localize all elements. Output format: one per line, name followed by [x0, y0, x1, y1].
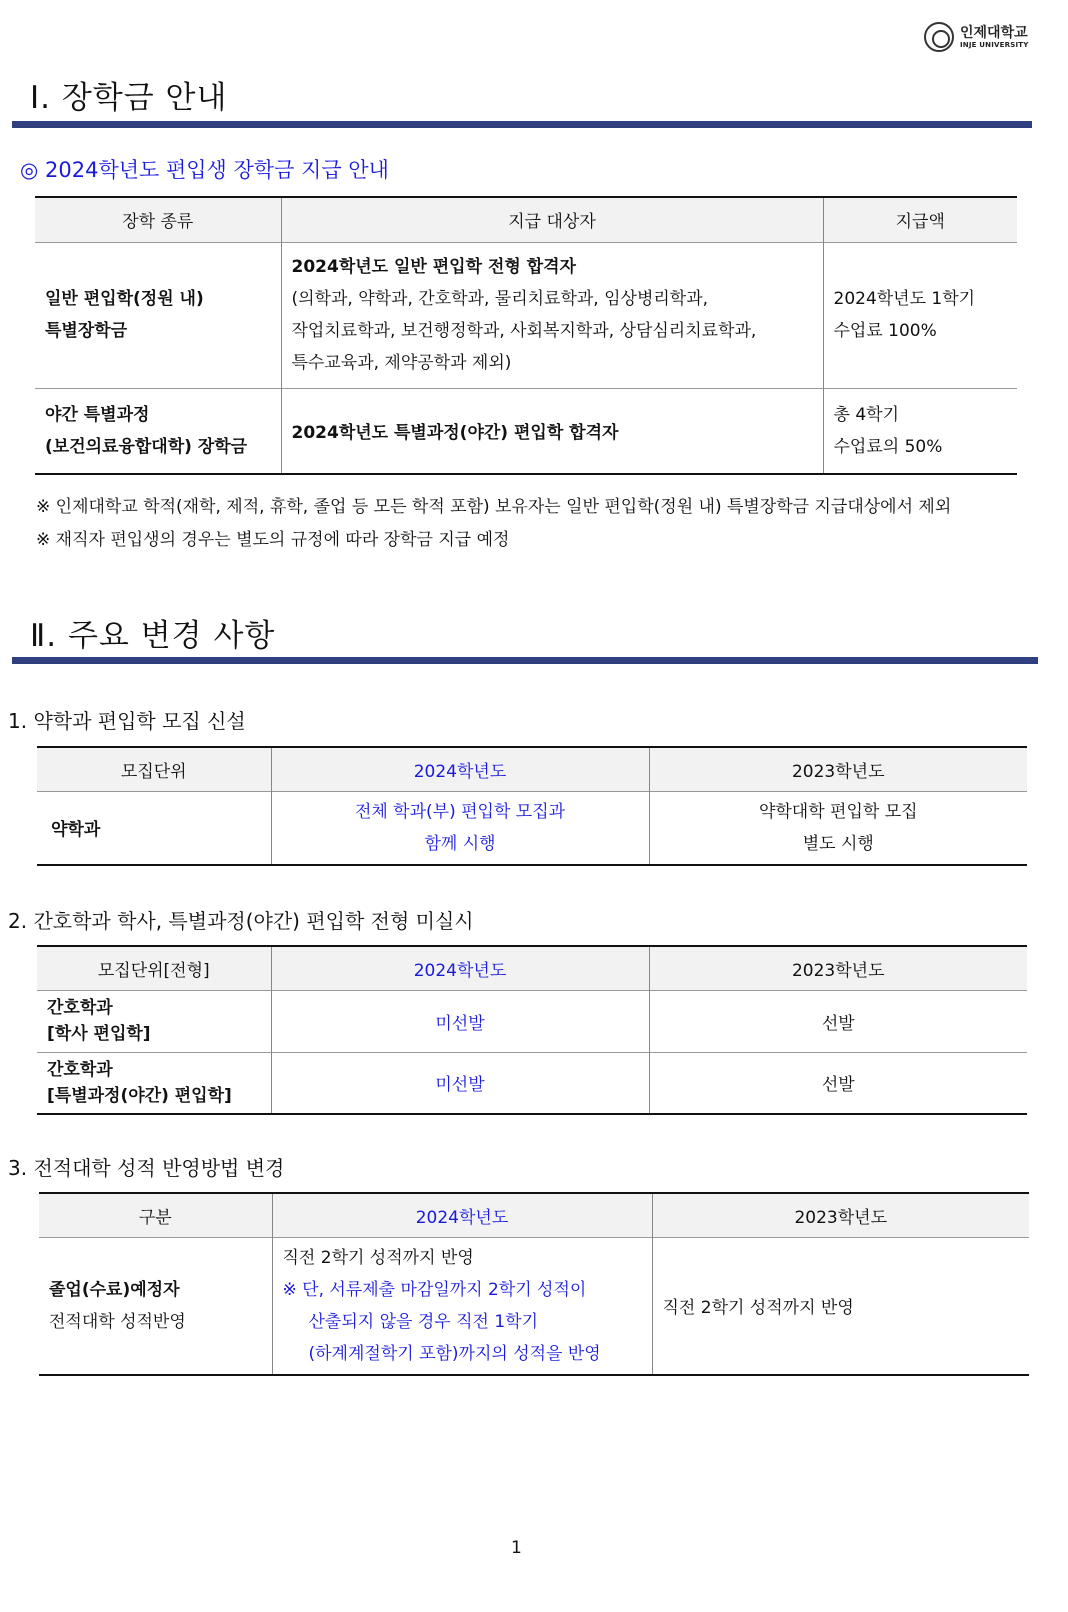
cell-line: 야간 특별과정: [45, 404, 150, 425]
amount-cell: [823, 388, 1017, 474]
cell-line: 산출되지 않을 경우 직전 1학기: [308, 1311, 538, 1332]
cell-line: 약학대학 편입학 모집: [758, 801, 918, 822]
cell-line: 특별장학금: [45, 321, 128, 341]
table-row: [39, 1237, 1029, 1375]
section1-subtitle: ◎ 2024학년도 편입생 장학금 지급 안내: [20, 158, 389, 182]
university-seal-icon: [924, 22, 954, 52]
target-cell: [281, 242, 823, 388]
header-cell: 모집단위[전형]: [37, 946, 271, 990]
item3-title: 3. 전적대학 성적 반영방법 변경: [8, 1156, 285, 1180]
scholarship-type-cell: [35, 388, 281, 474]
table-header-row: [37, 747, 1027, 791]
cell-line: [특별과정(야간) 편입학]: [47, 1085, 232, 1106]
logo-name-ko: 인제대학교: [960, 24, 1028, 41]
y2024-cell: 미선발: [271, 990, 649, 1052]
section1-title: Ⅰ. 장학금 안내: [30, 80, 228, 116]
logo-name-en: INJE UNIVERSITY: [960, 40, 1029, 49]
cell-line: 2024학년도 1학기: [833, 289, 976, 309]
note-line: ※ 인제대학교 학적(재학, 제적, 휴학, 졸업 등 모든 학적 포함) 보유자는 일반 편입학(정원 내) 특별장학금 지급대상에서 제외: [36, 497, 952, 517]
header-cell: 2024학년도: [271, 946, 649, 990]
category-cell: [39, 1237, 272, 1375]
table-row: [37, 791, 1027, 865]
cell-line: 작업치료학과, 보건행정학과, 사회복지학과, 상담심리치료학과,: [291, 321, 757, 341]
y2024-cell: [272, 1237, 652, 1375]
header-cell: 장학 종류: [35, 197, 281, 242]
table-row: [35, 242, 1017, 388]
cell-line: [학사 편입학]: [47, 1024, 151, 1044]
header-cell: 2023학년도: [791, 960, 885, 981]
cell-line: 간호학과: [47, 1059, 113, 1080]
section2-title: Ⅱ. 주요 변경 사항: [30, 618, 276, 654]
section1-bar: [12, 121, 1032, 128]
cell-line: 전적대학 성적반영: [49, 1311, 186, 1332]
header-cell: 2023학년도: [791, 761, 885, 782]
cell-line: (하계계절학기 포함)까지의 성적을 반영: [308, 1343, 601, 1364]
header-cell: 2024학년도: [271, 747, 649, 791]
header-cell: 2024학년도: [272, 1193, 652, 1237]
cell-line: 총 4학기: [833, 404, 899, 425]
page-number: 1: [511, 1538, 522, 1558]
cell-line: (보건의료융합대학) 장학금: [45, 436, 248, 457]
header-cell: 2023학년도: [794, 1207, 888, 1228]
cell-line: 수업료의 50%: [833, 436, 943, 457]
cell-line: (의학과, 약학과, 간호학과, 물리치료학과, 임상병리학과,: [291, 289, 709, 309]
y2023-cell: 선발: [821, 1013, 855, 1034]
cell-line: 간호학과: [47, 998, 113, 1018]
unit-cell: [37, 990, 271, 1052]
y2024-cell: 미선발: [271, 1052, 649, 1114]
y2023-cell: [649, 791, 1027, 865]
note-line: ※ 재직자 편입생의 경우는 별도의 규정에 따라 장학금 지급 예정: [36, 530, 510, 550]
cell-line: 함께 시행: [424, 833, 496, 854]
y2023-cell: 선발: [821, 1075, 855, 1096]
y2023-cell: 직전 2학기 성적까지 반영: [662, 1298, 854, 1319]
header-cell: 지급액: [895, 212, 945, 233]
grade-table: [39, 1192, 1029, 1376]
cell-line: 특수교육과, 제약공학과 제외): [291, 353, 512, 373]
cell-line: 2024학년도 일반 편입학 전형 합격자: [291, 257, 576, 277]
section2-bar: [12, 657, 1038, 664]
unit-cell: [37, 1052, 271, 1114]
header-cell: 모집단위: [37, 747, 271, 791]
table-row: [37, 1052, 1027, 1114]
table-header-row: [35, 197, 1017, 242]
target-cell: 2024학년도 특별과정(야간) 편입학 합격자: [281, 388, 823, 474]
cell-line: 수업료 100%: [833, 321, 937, 341]
y2024-cell: [271, 791, 649, 865]
header-cell: 구분: [39, 1193, 272, 1237]
item2-title: 2. 간호학과 학사, 특별과정(야간) 편입학 전형 미실시: [8, 909, 474, 933]
table-header-row: [37, 946, 1027, 990]
pharmacy-table: [37, 746, 1027, 866]
unit-cell: 약학과: [37, 791, 271, 865]
table-row: [37, 990, 1027, 1052]
nursing-table: [37, 945, 1027, 1115]
table-row: [35, 388, 1017, 474]
cell-line: 졸업(수료)예정자: [49, 1279, 180, 1300]
scholarship-type-cell: [35, 242, 281, 388]
header-cell: 지급 대상자: [281, 197, 823, 242]
cell-line: 전체 학과(부) 편입학 모집과: [354, 801, 566, 822]
amount-cell: [823, 242, 1017, 388]
cell-line: ※ 단, 서류제출 마감일까지 2학기 성적이: [282, 1279, 587, 1300]
cell-line: 직전 2학기 성적까지 반영: [282, 1247, 474, 1268]
table-header-row: [39, 1193, 1029, 1237]
cell-line: 일반 편입학(정원 내): [45, 289, 204, 309]
university-logo: [924, 20, 1044, 54]
scholarship-table: [35, 196, 1017, 475]
item1-title: 1. 약학과 편입학 모집 신설: [8, 709, 246, 733]
cell-line: 별도 시행: [802, 833, 874, 854]
